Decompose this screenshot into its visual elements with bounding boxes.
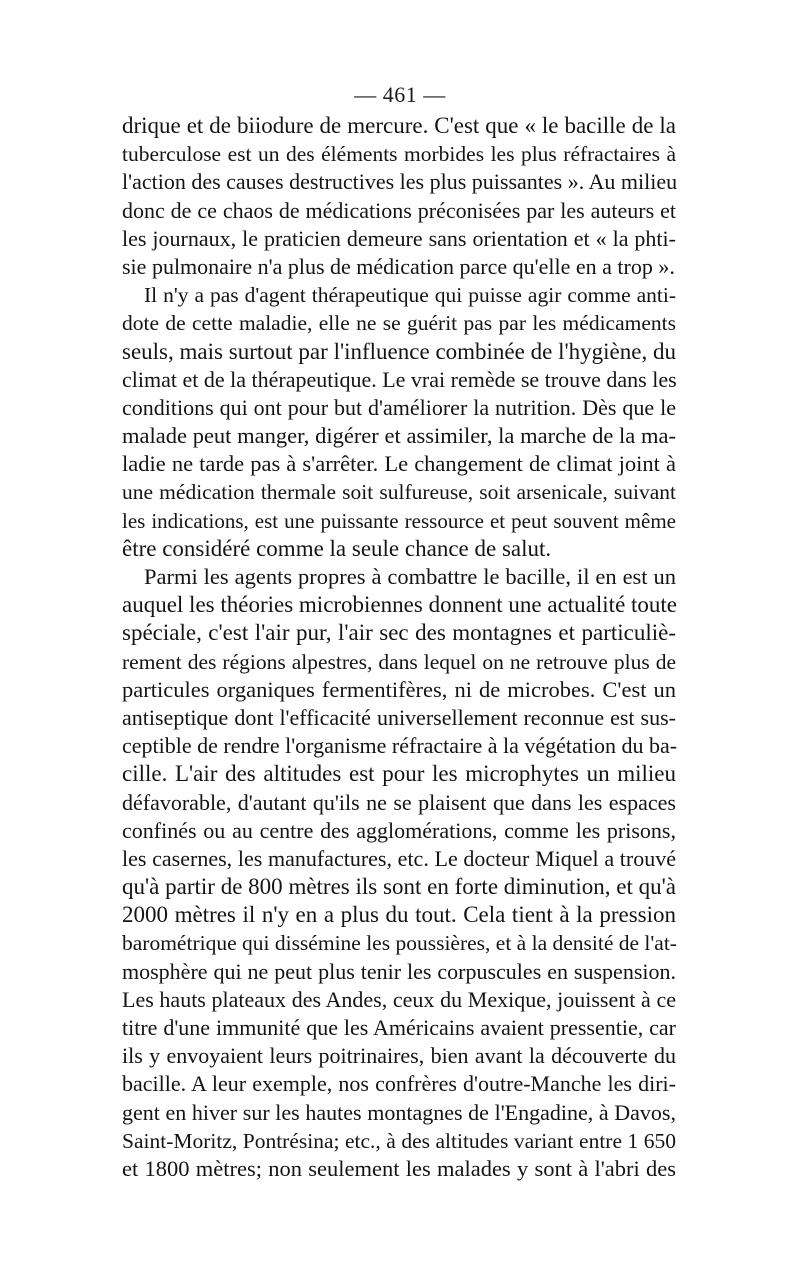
text-line: Il n'y a pas d'agent thérapeutique qui puisse agir comme anti-: [144, 283, 676, 308]
text-line: dote de cette maladie, elle ne se guérit pas par les médicaments: [122, 311, 676, 336]
text-line: barométrique qui dissémine les poussières, et à la densité de l'at-: [122, 931, 677, 956]
text-line: titre d'une immunité que les Américains avaient pressentie, car: [122, 1015, 676, 1040]
text-line: conditions qui ont pour but d'améliorer la nutrition. Dès que le: [122, 394, 676, 420]
text-line: les journaux, le praticien demeure sans orientation et « la phti-: [122, 225, 676, 251]
text-line: rement des régions alpestres, dans lequel on ne retrouve plus de: [122, 649, 676, 674]
text-line: spéciale, c'est l'air pur, l'air sec des montagnes et particuliè-: [122, 620, 676, 646]
text-line: gent en hiver sur les hautes montagnes de l'Engadine, à Davos,: [122, 1099, 676, 1125]
text-line: Les hauts plateaux des Andes, ceux du Mexique, jouissent à ce: [122, 986, 676, 1012]
text-line: sie pulmonaire n'a plus de médication parce qu'elle en a trop ».: [122, 253, 675, 279]
text-line: une médication thermale soit sulfureuse, soit arsenicale, suivant: [122, 480, 676, 505]
text-line: particules organiques fermentifères, ni de microbes. C'est un: [122, 676, 676, 702]
text-line: Parmi les agents propres à combattre le bacille, il en est un: [144, 564, 676, 589]
text-line: être considéré comme la seule chance de salut.: [122, 535, 552, 561]
text-line: ladie ne tarde pas à s'arrêter. Le changement de climat joint à: [122, 451, 676, 477]
text-line: Saint-Moritz, Pontrésina; etc., à des altitudes variant entre 1 650: [122, 1128, 676, 1153]
text-line: qu'à partir de 800 mètres ils sont en forte diminution, et qu'à: [122, 874, 676, 900]
text-line: donc de ce chaos de médications préconisées par les auteurs et: [122, 197, 676, 223]
text-line: et 1800 mètres; non seulement les malades y sont à l'abri des: [122, 1155, 676, 1181]
text-line: ils y envoyaient leurs poitrinaires, bien avant la découverte du: [122, 1043, 676, 1069]
text-line: auquel les théories microbiennes donnent une actualité toute: [122, 592, 678, 618]
text-line: les casernes, les manufactures, etc. Le docteur Miquel a trouvé: [122, 845, 676, 871]
text-line: drique et de biiodure de mercure. C'est que « le bacille de la: [122, 113, 676, 138]
text-line: ceptible de rendre l'organisme réfractaire à la végétation du ba-: [122, 733, 678, 759]
text-line: mosphère qui ne peut plus tenir les corpuscules en suspension.: [122, 958, 676, 984]
body-text: [122, 112, 676, 1183]
text-line: l'action des causes destructives les plus puissantes ». Au milieu: [122, 169, 678, 195]
text-line: antiseptique dont l'efficacité universellement reconnue est sus-: [122, 704, 676, 730]
page-number: — 461 —: [354, 82, 446, 107]
text-line: climat et de la thérapeutique. Le vrai remède se trouve dans les: [122, 366, 677, 392]
text-line: 2000 mètres il n'y en a plus du tout. Cela tient à la pression: [122, 902, 676, 928]
text-line: malade peut manger, digérer et assimiler, la marche de la ma-: [122, 423, 676, 449]
text-line: défavorable, d'autant qu'ils ne se plaisent que dans les espaces: [122, 789, 676, 815]
text-line: cille. L'air des altitudes est pour les microphytes un milieu: [122, 761, 676, 787]
text-line: seuls, mais surtout par l'influence combinée de l'hygiène, du: [122, 338, 676, 364]
text-line: tuberculose est un des éléments morbides les plus réfractaires à: [122, 142, 676, 167]
text-line: bacille. A leur exemple, nos confrères d'outre-Manche les diri-: [122, 1071, 676, 1097]
text-line: confinés ou au centre des agglomérations, comme les prisons,: [122, 817, 676, 843]
text-line: les indications, est une puissante ressource et peut souvent même: [122, 508, 676, 533]
